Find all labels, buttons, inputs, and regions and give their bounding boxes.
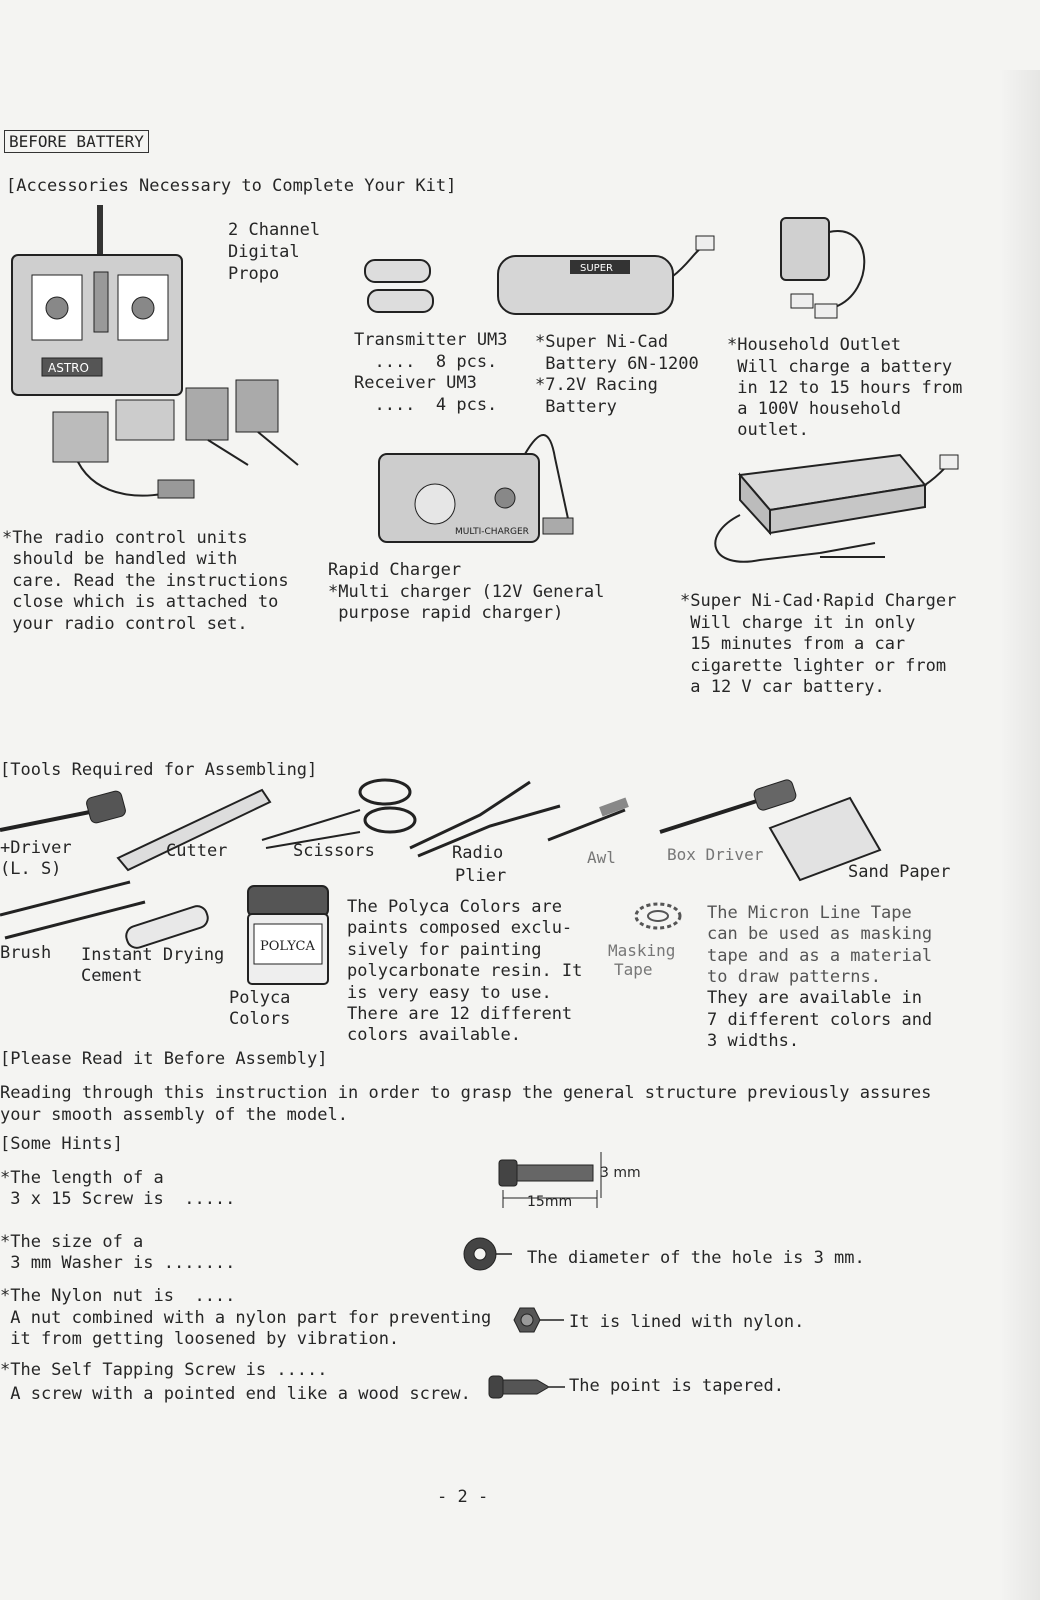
awl-label: Awl [587, 848, 616, 867]
tools-heading: [Tools Required for Assembling] [0, 760, 318, 780]
box-driver-label: Box Driver [667, 845, 764, 864]
driver-label-2: (L. S) [0, 859, 62, 879]
radio-note-2: should be handled with [2, 549, 238, 569]
nicad-text-2: Battery 6N-1200 [535, 354, 699, 374]
read-before-heading: [Please Read it Before Assembly] [0, 1049, 328, 1069]
super-charger-text-3: 15 minutes from a car [680, 634, 906, 654]
masking-tape-illustration [628, 896, 688, 936]
brush-label: Brush [0, 943, 52, 963]
nicad-text-4: Battery [535, 397, 617, 417]
radio-note-1: *The radio control units [2, 528, 248, 548]
driver-label-1: +Driver [0, 838, 72, 858]
radio-note-3: care. Read the instructions [2, 571, 289, 591]
dry-battery-illustration [360, 255, 440, 320]
transmitter-text-3: Receiver UM3 [354, 373, 477, 393]
accessories-heading: [Accessories Necessary to Complete Your Kit] [6, 176, 457, 196]
nicad-text-1: *Super Ni-Cad [535, 332, 669, 352]
screw-text-1: *The length of a [0, 1168, 164, 1188]
polyca-text-5: is very easy to use. [347, 983, 552, 1003]
transmitter-brand: ASTRO [48, 361, 89, 375]
washer-text-1: *The size of a [0, 1232, 144, 1252]
masking-label-1: Masking [608, 941, 676, 960]
outlet-text-3: in 12 to 15 hours from [727, 378, 963, 398]
outlet-charger-illustration [775, 212, 885, 327]
micron-text-7: 3 widths. [707, 1031, 800, 1051]
rapid-charger-text-3: purpose rapid charger) [328, 603, 564, 623]
rapid-charger-illustration [700, 445, 970, 585]
super-charger-text-2: Will charge it in only [680, 613, 916, 633]
polyca-text-3: sively for painting [347, 940, 542, 960]
cement-label-1: Instant Drying [81, 945, 225, 965]
polyca-text-6: There are 12 different [347, 1004, 573, 1024]
nut-desc: It is lined with nylon. [569, 1312, 805, 1332]
radio-note-5: your radio control set. [2, 614, 248, 634]
radio-note-4: close which is attached to [2, 592, 279, 612]
transmitter-text-2: .... 8 pcs. [354, 352, 498, 372]
scissors-label: Scissors [293, 841, 375, 861]
screw-diameter: 3 mm [600, 1165, 641, 1181]
outlet-text-4: a 100V household [727, 399, 901, 419]
hints-heading: [Some Hints] [0, 1134, 123, 1154]
polyca-text-2: paints composed exclu- [347, 918, 573, 938]
super-charger-text-1: *Super Ni-Cad·Rapid Charger [680, 591, 957, 611]
page-number: - 2 - [437, 1487, 489, 1507]
polyca-jar-illustration [244, 880, 334, 990]
super-charger-text-4: cigarette lighter or from [680, 656, 947, 676]
tap-text-1: *The Self Tapping Screw is ..... [0, 1360, 328, 1380]
polyca-text-7: colors available. [347, 1025, 521, 1045]
charger-brand: MULTI-CHARGER [455, 527, 529, 537]
plier-label-1: Radio [452, 843, 504, 863]
micron-text-6: 7 different colors and [707, 1010, 933, 1030]
plier-label-2: Plier [455, 866, 507, 886]
cutter-label: Cutter [166, 841, 228, 861]
masking-label-2: Tape [614, 960, 653, 979]
polyca-text-4: polycarbonate resin. It [347, 961, 583, 981]
section-title: BEFORE BATTERY [4, 130, 149, 153]
nicad-battery-illustration [490, 228, 720, 323]
page-edge-shadow [1000, 70, 1040, 1600]
rapid-charger-text-1: Rapid Charger [328, 560, 462, 580]
transmitter-text-4: .... 4 pcs. [354, 395, 498, 415]
polyca-label-1: Polyca [229, 988, 291, 1008]
read-before-text-2: your smooth assembly of the model. [0, 1105, 348, 1125]
propo-label-2: Digital [228, 242, 300, 262]
outlet-text-2: Will charge a battery [727, 357, 953, 377]
read-before-text-1: Reading through this instruction in order to grasp the general structure previously assures [0, 1083, 932, 1103]
washer-illustration [462, 1236, 522, 1276]
nut-text-3: it from getting loosened by vibration. [0, 1329, 400, 1349]
outlet-text-5: outlet. [727, 420, 809, 440]
nylon-nut-illustration [508, 1302, 568, 1342]
multi-charger-illustration [375, 418, 590, 548]
nut-text-2: A nut combined with a nylon part for preventing [0, 1308, 492, 1328]
micron-text-5: They are available in [707, 988, 922, 1008]
polyca-label-2: Colors [229, 1009, 291, 1029]
polyca-brand: POLYCA [260, 939, 315, 954]
cement-label-2: Cement [81, 966, 143, 986]
propo-label-3: Propo [228, 264, 280, 284]
tap-text-2: A screw with a pointed end like a wood screw. [0, 1384, 471, 1404]
super-charger-text-5: a 12 V car battery. [680, 677, 885, 697]
battery-brand: SUPER [580, 263, 613, 274]
polyca-text-1: The Polyca Colors are [347, 897, 562, 917]
nicad-text-3: *7.2V Racing [535, 375, 658, 395]
washer-desc: The diameter of the hole is 3 mm. [527, 1248, 865, 1268]
micron-text-1: The Micron Line Tape [707, 903, 912, 923]
sand-paper-label: Sand Paper [848, 862, 951, 882]
propo-label-1: 2 Channel [228, 220, 321, 240]
transmitter-text-1: Transmitter UM3 [354, 330, 508, 350]
micron-text-4: to draw patterns. [707, 967, 881, 987]
micron-text-2: can be used as masking [707, 924, 933, 944]
rapid-charger-text-2: *Multi charger (12V General [328, 582, 605, 602]
screw-text-2: 3 x 15 Screw is ..... [0, 1189, 236, 1209]
tap-desc: The point is tapered. [569, 1376, 784, 1396]
micron-text-3: tape and as a material [707, 946, 933, 966]
tapping-screw-illustration [487, 1372, 567, 1404]
screw-length: 15mm [527, 1194, 573, 1210]
washer-text-2: 3 mm Washer is ....... [0, 1253, 236, 1273]
outlet-text-1: *Household Outlet [727, 335, 901, 355]
nut-text-1: *The Nylon nut is .... [0, 1286, 236, 1306]
